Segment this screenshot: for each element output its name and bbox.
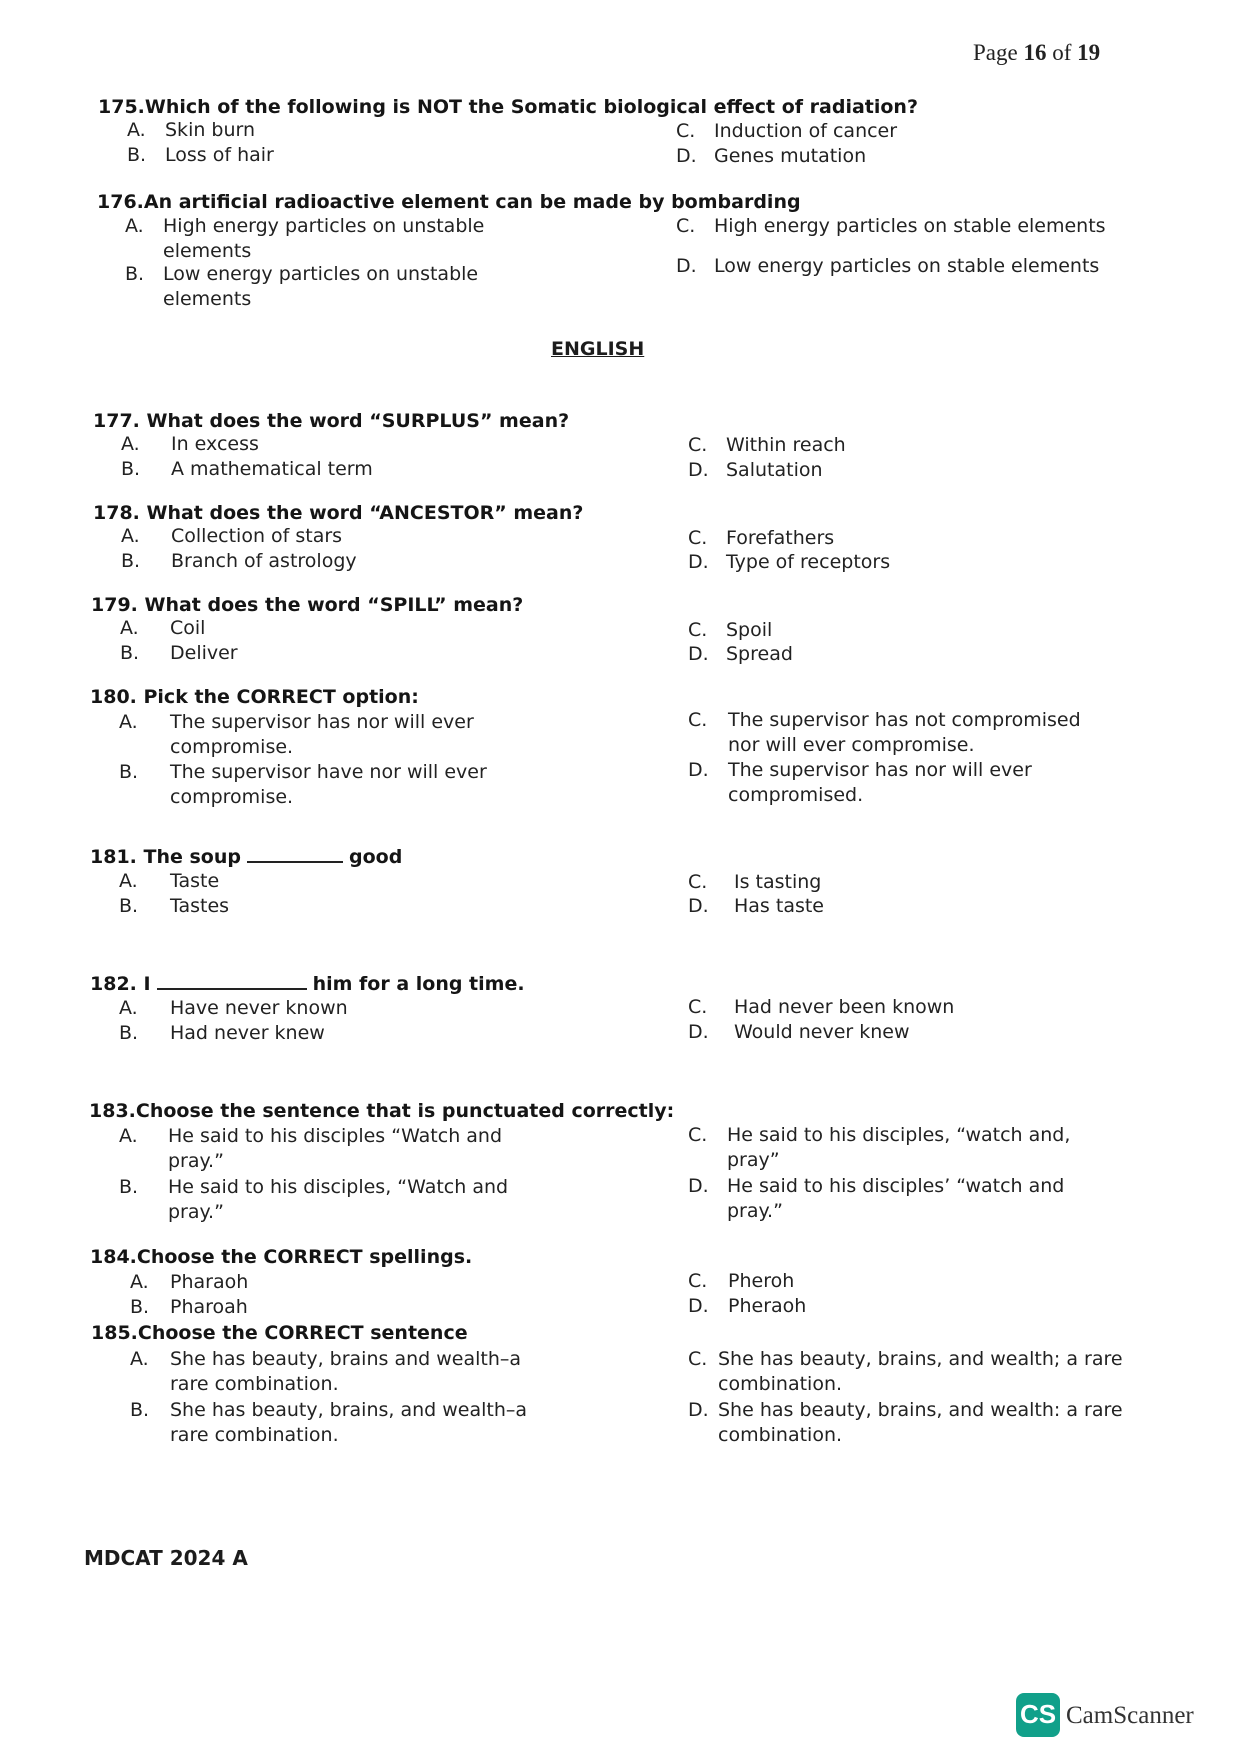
- option-177-b[interactable]: [121, 457, 373, 482]
- option-letter: D.: [688, 1399, 709, 1421]
- option-text: Collection of stars: [171, 525, 343, 547]
- question-176: 176.An artificial radioactive element can be made by bombarding: [97, 191, 801, 213]
- option-letter: B.: [125, 263, 145, 285]
- option-letter: B.: [121, 550, 141, 572]
- option-letter: D.: [676, 255, 697, 277]
- option-179-a[interactable]: [120, 616, 205, 641]
- question-text: 181. The soup: [90, 846, 241, 868]
- option-179-b[interactable]: [120, 641, 238, 666]
- option-176-b[interactable]: [125, 262, 493, 312]
- option-text: Within reach: [726, 434, 846, 456]
- option-177-a[interactable]: [121, 432, 259, 457]
- option-176-a[interactable]: [125, 214, 493, 264]
- option-letter: A.: [119, 870, 138, 892]
- option-letter: C.: [676, 120, 696, 142]
- question-text: 182. I: [90, 973, 151, 995]
- option-182-d[interactable]: [688, 1020, 910, 1045]
- option-181-d[interactable]: [688, 894, 824, 919]
- option-letter: A.: [121, 525, 140, 547]
- option-text: He said to his disciples, “Watch and pray.”: [168, 1176, 509, 1223]
- option-letter: C.: [676, 215, 696, 237]
- option-letter: B.: [120, 642, 140, 664]
- option-184-d[interactable]: [688, 1294, 806, 1319]
- question-182: [90, 973, 525, 995]
- section-title: ENGLISH: [551, 338, 645, 360]
- option-letter: D.: [688, 643, 709, 665]
- camscanner-watermark: CamScanner: [1066, 1702, 1194, 1729]
- option-letter: C.: [688, 1348, 708, 1370]
- exam-code-footer: MDCAT 2024 A: [84, 1546, 248, 1570]
- option-letter: C.: [688, 619, 708, 641]
- option-letter: A.: [127, 119, 146, 141]
- option-text: Had never been known: [734, 996, 955, 1018]
- option-text: Low energy particles on stable elements: [714, 255, 1100, 277]
- option-text: Forefathers: [726, 527, 835, 549]
- option-177-c[interactable]: [688, 433, 846, 458]
- question-185: 185.Choose the CORRECT sentence: [91, 1322, 468, 1344]
- question-181: [90, 846, 402, 868]
- question-177: 177. What does the word “SURPLUS” mean?: [93, 410, 570, 432]
- answer-blank: [247, 859, 343, 863]
- option-text: Had never knew: [170, 1022, 325, 1044]
- option-text: A mathematical term: [171, 458, 373, 480]
- option-text: She has beauty, brains and wealth–a rare combination.: [170, 1348, 522, 1395]
- option-text: The supervisor have nor will ever compromise.: [170, 761, 487, 808]
- option-text: Pharoah: [170, 1296, 248, 1318]
- option-text: High energy particles on stable elements: [714, 215, 1106, 237]
- page-number: [973, 40, 1100, 66]
- option-text: Is tasting: [734, 871, 822, 893]
- option-183-d[interactable]: [688, 1174, 1117, 1224]
- option-letter: C.: [688, 434, 708, 456]
- question-183: 183.Choose the sentence that is punctuated correctly:: [89, 1100, 675, 1122]
- option-text: The supervisor has nor will ever compromise.: [170, 711, 474, 758]
- option-letter: C.: [688, 996, 708, 1018]
- option-text: He said to his disciples, “watch and, pray”: [727, 1124, 1071, 1171]
- option-letter: A.: [125, 215, 144, 237]
- option-text: Loss of hair: [165, 144, 274, 166]
- option-letter: C.: [688, 709, 708, 731]
- option-176-c[interactable]: [676, 214, 1106, 239]
- option-175-b[interactable]: [127, 143, 274, 168]
- option-letter: C.: [688, 871, 708, 893]
- option-177-d[interactable]: [688, 458, 823, 483]
- option-letter: D.: [688, 1175, 709, 1197]
- option-letter: A.: [119, 711, 138, 733]
- option-185-a[interactable]: [130, 1347, 560, 1397]
- option-text: Spread: [726, 643, 793, 665]
- option-178-d[interactable]: [688, 550, 890, 575]
- option-letter: D.: [688, 895, 709, 917]
- option-letter: D.: [688, 1021, 709, 1043]
- option-181-c[interactable]: [688, 870, 821, 895]
- question-184: 184.Choose the CORRECT spellings.: [90, 1246, 473, 1268]
- option-text: The supervisor has nor will ever compromised.: [728, 759, 1032, 806]
- question-text: him for a long time.: [312, 973, 525, 995]
- option-letter: A.: [119, 997, 138, 1019]
- option-text: Has taste: [734, 895, 824, 917]
- option-185-c[interactable]: [688, 1347, 1138, 1397]
- option-text: She has beauty, brains, and wealth–a rare combination.: [170, 1399, 528, 1446]
- option-letter: D.: [688, 551, 709, 573]
- option-179-c[interactable]: [688, 618, 772, 643]
- option-text: Pharaoh: [170, 1271, 249, 1293]
- option-182-a[interactable]: [119, 996, 348, 1021]
- option-letter: D.: [688, 1295, 709, 1317]
- option-letter: A.: [120, 617, 139, 639]
- option-text: She has beauty, brains, and wealth: a rare combination.: [718, 1399, 1123, 1446]
- option-letter: B.: [121, 458, 141, 480]
- option-184-a[interactable]: [130, 1270, 248, 1295]
- option-183-c[interactable]: [688, 1123, 1117, 1173]
- option-181-b[interactable]: [119, 894, 229, 919]
- option-text: Low energy particles on unstable elements: [163, 263, 479, 310]
- page-total: 19: [1077, 40, 1101, 65]
- option-183-b[interactable]: [119, 1175, 538, 1225]
- option-176-d[interactable]: [676, 254, 1099, 279]
- option-text: He said to his disciples “Watch and pray.”: [168, 1125, 503, 1172]
- option-letter: A.: [130, 1271, 149, 1293]
- option-text: Pheraoh: [728, 1295, 807, 1317]
- option-text: In excess: [171, 433, 259, 455]
- option-letter: D.: [676, 145, 697, 167]
- option-letter: B.: [127, 144, 147, 166]
- option-text: High energy particles on unstable elements: [163, 215, 485, 262]
- option-178-c[interactable]: [688, 526, 834, 551]
- option-text: Genes mutation: [714, 145, 867, 167]
- option-185-b[interactable]: [130, 1398, 570, 1448]
- option-182-c[interactable]: [688, 995, 954, 1020]
- option-letter: B.: [130, 1399, 150, 1421]
- option-175-a[interactable]: [127, 118, 255, 143]
- option-letter: B.: [130, 1296, 150, 1318]
- question-text: good: [348, 846, 403, 868]
- option-182-b[interactable]: [119, 1021, 325, 1046]
- option-letter: B.: [119, 1176, 139, 1198]
- option-183-a[interactable]: [119, 1124, 518, 1174]
- page-current: 16: [1023, 40, 1047, 65]
- option-letter: C.: [688, 527, 708, 549]
- option-text: Tastes: [170, 895, 230, 917]
- option-text: Would never knew: [734, 1021, 910, 1043]
- question-179: 179. What does the word “SPILL” mean?: [91, 594, 524, 616]
- option-text: Induction of cancer: [714, 120, 898, 142]
- option-175-c[interactable]: [676, 119, 897, 144]
- option-185-d[interactable]: [688, 1398, 1138, 1448]
- question-178: 178. What does the word “ANCESTOR” mean?: [93, 502, 584, 524]
- option-text: Type of receptors: [726, 551, 891, 573]
- option-text: She has beauty, brains, and wealth; a rare combination.: [718, 1348, 1123, 1395]
- option-text: The supervisor has not compromised nor will ever compromise.: [728, 709, 1081, 756]
- option-179-d[interactable]: [688, 642, 793, 667]
- option-letter: A.: [121, 433, 140, 455]
- option-text: Have never known: [170, 997, 348, 1019]
- page-prefix: Page: [973, 40, 1018, 65]
- option-178-b[interactable]: [121, 549, 357, 574]
- option-text: Branch of astrology: [171, 550, 357, 572]
- option-180-c[interactable]: [688, 708, 1108, 758]
- option-180-d[interactable]: [688, 758, 1068, 808]
- option-178-a[interactable]: [121, 524, 342, 549]
- option-letter: B.: [119, 761, 139, 783]
- option-184-b[interactable]: [130, 1295, 248, 1320]
- option-letter: C.: [688, 1124, 708, 1146]
- option-text: Coil: [170, 617, 206, 639]
- option-text: Salutation: [726, 459, 823, 481]
- option-184-c[interactable]: [688, 1269, 794, 1294]
- page-of: of: [1052, 40, 1072, 65]
- option-text: Skin burn: [165, 119, 256, 141]
- option-text: Pheroh: [728, 1270, 795, 1292]
- option-175-d[interactable]: [676, 144, 866, 169]
- option-letter: A.: [130, 1348, 149, 1370]
- option-text: Deliver: [170, 642, 238, 664]
- option-180-a[interactable]: [119, 710, 500, 760]
- option-text: He said to his disciples’ “watch and pray.”: [727, 1175, 1065, 1222]
- option-letter: B.: [119, 1022, 139, 1044]
- option-text: Spoil: [726, 619, 773, 641]
- question-175: 175.Which of the following is NOT the Somatic biological effect of radiation?: [98, 96, 918, 118]
- camscanner-logo-icon: CS: [1016, 1693, 1060, 1737]
- option-181-a[interactable]: [119, 869, 219, 894]
- option-letter: B.: [119, 895, 139, 917]
- option-text: Taste: [170, 870, 220, 892]
- option-letter: D.: [688, 459, 709, 481]
- question-180: 180. Pick the CORRECT option:: [90, 686, 419, 708]
- option-180-b[interactable]: [119, 760, 510, 810]
- answer-blank: [157, 986, 307, 990]
- option-letter: C.: [688, 1270, 708, 1292]
- option-letter: D.: [688, 759, 709, 781]
- option-letter: A.: [119, 1125, 138, 1147]
